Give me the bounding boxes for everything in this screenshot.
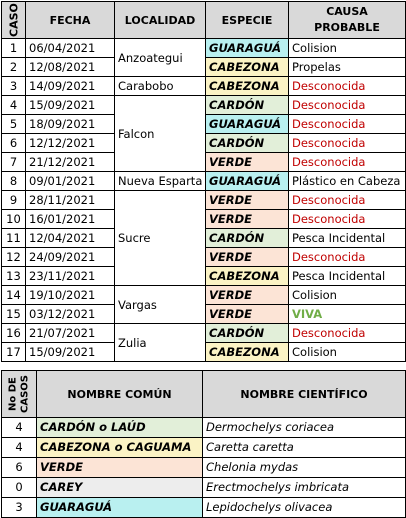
date-cell: 09/01/2021 <box>26 172 115 191</box>
cause-cell: Desconocida <box>289 153 406 172</box>
legend-count-cell: 0 <box>2 478 37 498</box>
cause-cell: Colision <box>289 343 406 362</box>
legend-scientific-name-cell: Erectmochelys imbricata <box>203 478 406 498</box>
cause-cell: Desconocida <box>289 77 406 96</box>
legend-header-comun: NOMBRE COMÚN <box>37 371 203 418</box>
locality-cell: Falcon <box>115 96 206 172</box>
date-cell: 16/01/2021 <box>26 210 115 229</box>
table-row <box>2 39 406 58</box>
species-cell: CABEZONA <box>206 267 289 286</box>
cause-cell: Desconocida <box>289 248 406 267</box>
date-cell: 21/07/2021 <box>26 324 115 343</box>
case-number-cell: 11 <box>2 229 26 248</box>
date-cell: 06/04/2021 <box>26 39 115 58</box>
species-cell: GUARAGUÁ <box>206 39 289 58</box>
species-cell: VERDE <box>206 191 289 210</box>
legend-common-name-cell: CAREY <box>37 478 203 498</box>
legend-row <box>2 498 406 518</box>
cause-cell: Propelas <box>289 58 406 77</box>
case-number-cell: 6 <box>2 134 26 153</box>
species-cell: CARDÓN <box>206 96 289 115</box>
legend-header-num: No DE CASOS <box>2 371 37 418</box>
species-cell: CARDÓN <box>206 229 289 248</box>
date-cell: 23/11/2021 <box>26 267 115 286</box>
legend-scientific-name-cell: Dermochelys coriacea <box>203 418 406 438</box>
legend-common-name-cell: CARDÓN o LAÚD <box>37 418 203 438</box>
case-number-cell: 13 <box>2 267 26 286</box>
case-number-cell: 17 <box>2 343 26 362</box>
strandings-table <box>1 1 406 362</box>
legend-common-name-cell: GUARAGUÁ <box>37 498 203 518</box>
cause-cell: Pesca Incidental <box>289 229 406 248</box>
table-row <box>2 172 406 191</box>
table-row <box>2 286 406 305</box>
case-number-cell: 4 <box>2 96 26 115</box>
locality-cell: Sucre <box>115 191 206 286</box>
case-number-cell: 2 <box>2 58 26 77</box>
header-caso: CASO <box>2 2 26 39</box>
legend-scientific-name-cell: Chelonia mydas <box>203 458 406 478</box>
case-number-cell: 3 <box>2 77 26 96</box>
locality-cell: Vargas <box>115 286 206 324</box>
cause-cell: Desconocida <box>289 96 406 115</box>
legend-row <box>2 478 406 498</box>
case-number-cell: 9 <box>2 191 26 210</box>
species-cell: CARDÓN <box>206 324 289 343</box>
date-cell: 15/09/2021 <box>26 343 115 362</box>
case-number-cell: 12 <box>2 248 26 267</box>
date-cell: 12/04/2021 <box>26 229 115 248</box>
cause-cell: VIVA <box>289 305 406 324</box>
species-cell: GUARAGUÁ <box>206 172 289 191</box>
cause-cell: Plástico en Cabeza <box>289 172 406 191</box>
locality-cell: Zulia <box>115 324 206 362</box>
species-cell: VERDE <box>206 305 289 324</box>
case-number-cell: 5 <box>2 115 26 134</box>
species-cell: VERDE <box>206 153 289 172</box>
case-number-cell: 7 <box>2 153 26 172</box>
case-number-cell: 1 <box>2 39 26 58</box>
header-especie: ESPECIE <box>206 2 289 39</box>
locality-cell: Nueva Esparta <box>115 172 206 191</box>
legend-scientific-name-cell: Lepidochelys olivacea <box>203 498 406 518</box>
table-row <box>2 96 406 115</box>
cause-cell: Colision <box>289 39 406 58</box>
date-cell: 12/12/2021 <box>26 134 115 153</box>
cause-cell: Pesca Incidental <box>289 267 406 286</box>
species-cell: CABEZONA <box>206 343 289 362</box>
legend-header-row <box>2 371 406 418</box>
header-causa: CAUSA PROBABLE <box>289 2 406 39</box>
cause-cell: Colision <box>289 286 406 305</box>
species-cell: CABEZONA <box>206 58 289 77</box>
legend-row <box>2 438 406 458</box>
legend-count-cell: 6 <box>2 458 37 478</box>
case-number-cell: 10 <box>2 210 26 229</box>
legend-count-cell: 4 <box>2 438 37 458</box>
cause-cell: Desconocida <box>289 324 406 343</box>
cause-cell: Desconocida <box>289 210 406 229</box>
cause-cell: Desconocida <box>289 115 406 134</box>
legend-count-cell: 4 <box>2 418 37 438</box>
date-cell: 21/12/2021 <box>26 153 115 172</box>
legend-common-name-cell: CABEZONA o CAGUAMA <box>37 438 203 458</box>
date-cell: 03/12/2021 <box>26 305 115 324</box>
cause-cell: Desconocida <box>289 134 406 153</box>
case-number-cell: 15 <box>2 305 26 324</box>
date-cell: 18/09/2021 <box>26 115 115 134</box>
header-fecha: FECHA <box>26 2 115 39</box>
legend-header-cientifico: NOMBRE CIENTÍFICO <box>203 371 406 418</box>
date-cell: 12/08/2021 <box>26 58 115 77</box>
species-cell: GUARAGUÁ <box>206 115 289 134</box>
case-number-cell: 16 <box>2 324 26 343</box>
locality-cell: Anzoategui <box>115 39 206 77</box>
legend-common-name-cell: VERDE <box>37 458 203 478</box>
case-number-cell: 8 <box>2 172 26 191</box>
species-cell: CABEZONA <box>206 77 289 96</box>
cause-cell: Desconocida <box>289 191 406 210</box>
table-header-row <box>2 2 406 39</box>
legend-row <box>2 458 406 478</box>
legend-row <box>2 418 406 438</box>
table-row <box>2 191 406 210</box>
species-cell: VERDE <box>206 286 289 305</box>
species-legend-table <box>1 370 406 518</box>
date-cell: 28/11/2021 <box>26 191 115 210</box>
date-cell: 15/09/2021 <box>26 96 115 115</box>
locality-cell: Carabobo <box>115 77 206 96</box>
date-cell: 19/10/2021 <box>26 286 115 305</box>
species-cell: VERDE <box>206 248 289 267</box>
legend-count-cell: 3 <box>2 498 37 518</box>
table-row <box>2 324 406 343</box>
header-localidad: LOCALIDAD <box>115 2 206 39</box>
species-cell: CARDÓN <box>206 134 289 153</box>
date-cell: 14/09/2021 <box>26 77 115 96</box>
species-cell: VERDE <box>206 210 289 229</box>
date-cell: 24/09/2021 <box>26 248 115 267</box>
legend-scientific-name-cell: Caretta caretta <box>203 438 406 458</box>
case-number-cell: 14 <box>2 286 26 305</box>
table-row <box>2 77 406 96</box>
